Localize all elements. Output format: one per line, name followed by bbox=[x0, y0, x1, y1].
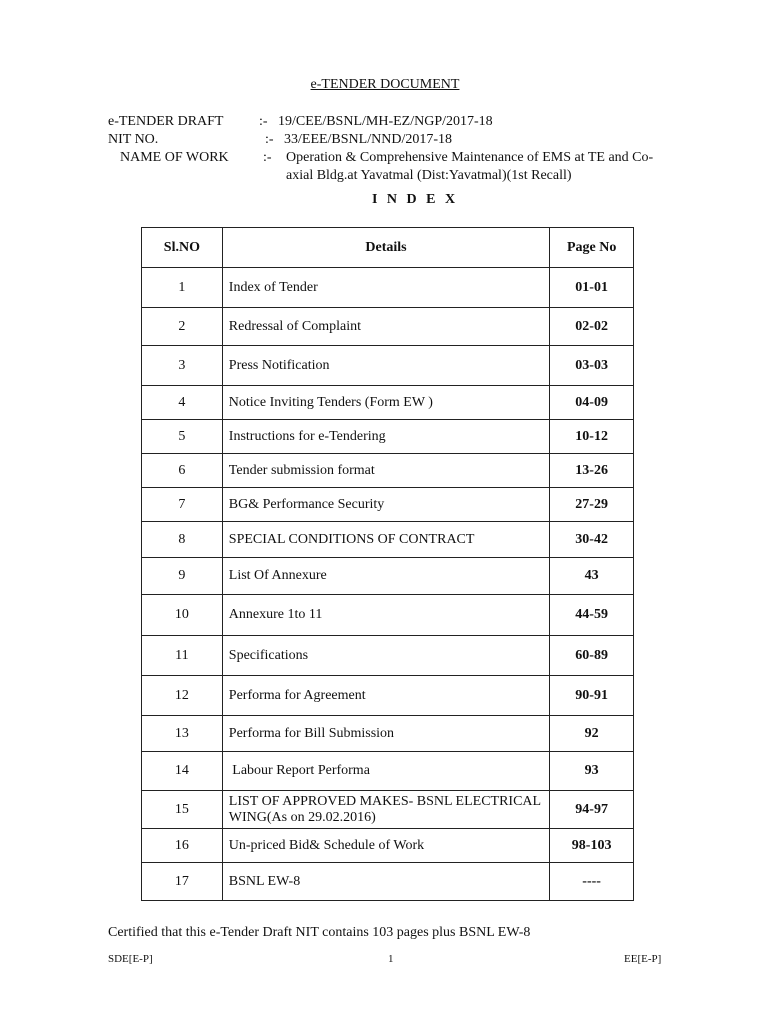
row-details: Performa for Agreement bbox=[222, 676, 549, 716]
footer-left: SDE[E-P] bbox=[108, 953, 153, 965]
row-slno: 16 bbox=[142, 829, 223, 863]
row-page-no: 98-103 bbox=[550, 829, 634, 863]
row-slno: 15 bbox=[142, 791, 223, 829]
row-slno: 11 bbox=[142, 636, 223, 676]
row-slno: 5 bbox=[142, 420, 223, 454]
row-details: Annexure 1to 11 bbox=[222, 595, 549, 636]
row-page-no: 93 bbox=[550, 752, 634, 791]
row-slno: 2 bbox=[142, 308, 223, 346]
row-details: List Of Annexure bbox=[222, 558, 549, 595]
document-title: e-TENDER DOCUMENT bbox=[310, 77, 460, 92]
row-slno: 13 bbox=[142, 716, 223, 752]
work-separator: :- bbox=[263, 150, 272, 165]
row-details: Specifications bbox=[222, 636, 549, 676]
row-slno: 14 bbox=[142, 752, 223, 791]
work-value-line1: Operation & Comprehensive Maintenance of EMS at TE and Co- bbox=[286, 150, 654, 165]
table-row bbox=[142, 636, 634, 676]
row-page-no: 44-59 bbox=[550, 595, 634, 636]
row-slno: 3 bbox=[142, 346, 223, 386]
work-label: NAME OF WORK bbox=[120, 150, 229, 165]
row-page-no: 02-02 bbox=[550, 308, 634, 346]
draft-separator: :- bbox=[259, 114, 268, 129]
nit-label: NIT NO. bbox=[108, 132, 159, 147]
footer-right: EE[E-P] bbox=[624, 953, 662, 965]
row-slno: 7 bbox=[142, 488, 223, 522]
row-details: Press Notification bbox=[222, 346, 549, 386]
row-page-no: 30-42 bbox=[550, 522, 634, 558]
row-slno: 10 bbox=[142, 595, 223, 636]
table-row bbox=[142, 346, 634, 386]
table-row bbox=[142, 676, 634, 716]
table-row bbox=[142, 558, 634, 595]
table-row bbox=[142, 420, 634, 454]
table-row bbox=[142, 268, 634, 308]
row-slno: 1 bbox=[142, 268, 223, 308]
row-details: Labour Report Performa bbox=[222, 752, 549, 791]
table-row bbox=[142, 386, 634, 420]
row-page-no: 90-91 bbox=[550, 676, 634, 716]
table-row bbox=[142, 454, 634, 488]
row-details: Index of Tender bbox=[222, 268, 549, 308]
header-details: Details bbox=[222, 228, 549, 268]
row-page-no: ---- bbox=[550, 863, 634, 901]
row-details: Un-priced Bid& Schedule of Work bbox=[222, 829, 549, 863]
table-row bbox=[142, 522, 634, 558]
row-details: Instructions for e-Tendering bbox=[222, 420, 549, 454]
table-row bbox=[142, 791, 634, 829]
table-row bbox=[142, 308, 634, 346]
row-page-no: 92 bbox=[550, 716, 634, 752]
nit-separator: :- bbox=[265, 132, 274, 147]
footer-page-number: 1 bbox=[388, 953, 394, 965]
row-page-no: 10-12 bbox=[550, 420, 634, 454]
table-row bbox=[142, 752, 634, 791]
row-page-no: 04-09 bbox=[550, 386, 634, 420]
draft-label: e-TENDER DRAFT bbox=[108, 114, 224, 129]
table-row bbox=[142, 863, 634, 901]
header-slno: Sl.NO bbox=[142, 228, 223, 268]
index-table-body bbox=[142, 268, 634, 901]
table-row bbox=[142, 829, 634, 863]
row-page-no: 60-89 bbox=[550, 636, 634, 676]
certification-note: Certified that this e-Tender Draft NIT contains 103 pages plus BSNL EW-8 bbox=[108, 925, 531, 940]
row-slno: 12 bbox=[142, 676, 223, 716]
row-details: Redressal of Complaint bbox=[222, 308, 549, 346]
row-slno: 4 bbox=[142, 386, 223, 420]
row-page-no: 01-01 bbox=[550, 268, 634, 308]
row-slno: 8 bbox=[142, 522, 223, 558]
row-slno: 9 bbox=[142, 558, 223, 595]
row-details: Tender submission format bbox=[222, 454, 549, 488]
header-page-no: Page No bbox=[550, 228, 634, 268]
row-page-no: 03-03 bbox=[550, 346, 634, 386]
index-table bbox=[141, 227, 634, 901]
row-details: SPECIAL CONDITIONS OF CONTRACT bbox=[222, 522, 549, 558]
row-page-no: 13-26 bbox=[550, 454, 634, 488]
row-slno: 6 bbox=[142, 454, 223, 488]
row-slno: 17 bbox=[142, 863, 223, 901]
table-row bbox=[142, 716, 634, 752]
row-page-no: 43 bbox=[550, 558, 634, 595]
table-row bbox=[142, 488, 634, 522]
row-details: Notice Inviting Tenders (Form EW ) bbox=[222, 386, 549, 420]
table-row bbox=[142, 595, 634, 636]
row-page-no: 27-29 bbox=[550, 488, 634, 522]
table-header-row bbox=[142, 228, 634, 268]
draft-value: 19/CEE/BSNL/MH-EZ/NGP/2017-18 bbox=[278, 114, 493, 129]
row-page-no: 94-97 bbox=[550, 791, 634, 829]
row-details: BG& Performance Security bbox=[222, 488, 549, 522]
row-details: LIST OF APPROVED MAKES- BSNL ELECTRICAL WING(As on 29.02.2016) bbox=[222, 791, 549, 829]
row-details: Performa for Bill Submission bbox=[222, 716, 549, 752]
work-value-line2: axial Bldg.at Yavatmal (Dist:Yavatmal)(1st Recall) bbox=[286, 168, 572, 183]
nit-value: 33/EEE/BSNL/NND/2017-18 bbox=[284, 132, 452, 147]
index-heading: I N D E X bbox=[371, 192, 459, 207]
row-details: BSNL EW-8 bbox=[222, 863, 549, 901]
